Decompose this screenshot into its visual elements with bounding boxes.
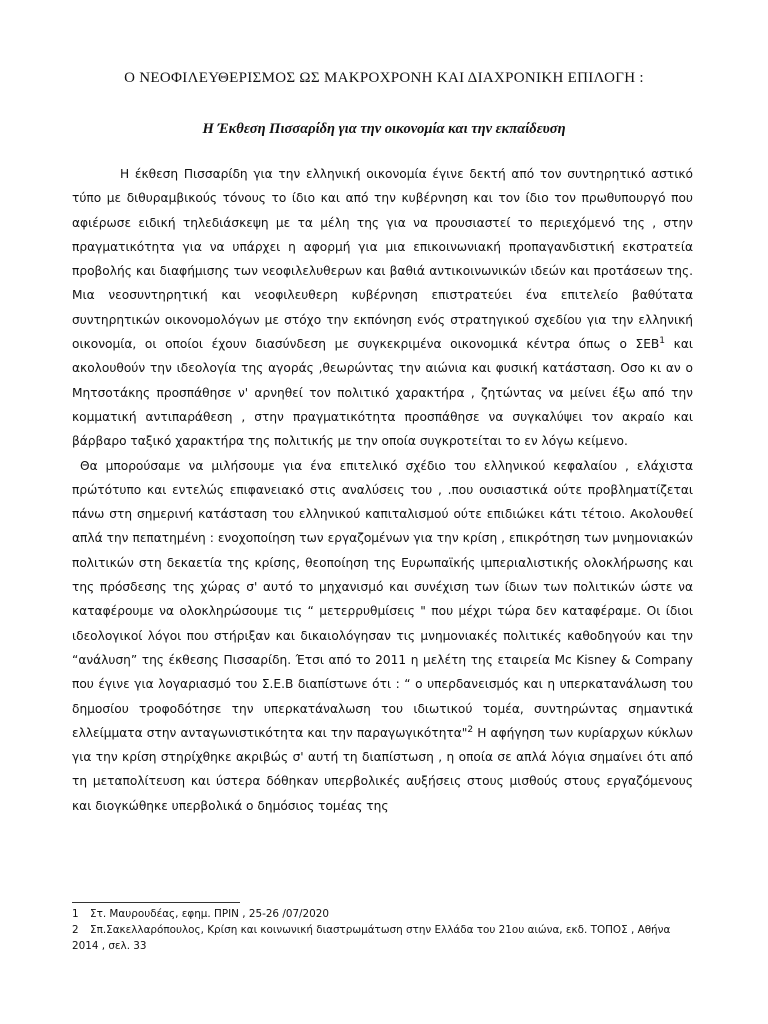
document-subtitle: Η Έκθεση Πισσαρίδη για την οικονομία και την εκπαίδευση xyxy=(202,121,566,137)
footnotes xyxy=(72,906,696,954)
footnote-ref-2: 2 xyxy=(467,724,474,735)
body-paragraph-1 xyxy=(72,162,693,454)
footnote-ref-1: 1 xyxy=(659,336,666,347)
paragraph-2-text-b: Η αφήγηση των κυρίαρχων κύκλων για την κρίση στηρίχθηκε ακριβώς σ' αυτή τη διαπίστωση , η οποία σε απλά λόγια σημαίνει ότι από τη μεταπολίτευση και ύστερα δόθηκαν υπερβολικές αυξήσεις στους μισθούς στους εργαζόμενους και διογκώθηκε υπερβολικά ο δημόσιος τομέας της xyxy=(72,725,693,813)
footnote-text: Στ. Μαυρουδέας, εφημ. ΠΡΙΝ , 25-26 /07/2020 xyxy=(90,908,330,920)
footnote-number: 1 xyxy=(72,908,79,920)
footnote-number: 2 xyxy=(72,924,79,936)
footnote-2 xyxy=(72,922,696,954)
paragraph-1-text-b: και ακολουθούν την ιδεολογία της αγοράς ,θεωρώντας την αιώνια και φυσική κατάσταση. Οσο κι αν ο Μητσοτάκης προσπάθησε ν' αρνηθεί τον πολιτικό χαρακτήρα , ζητώντας να μείνει έξω από την κομματική αντιπαράθεση , στην πραγματικότητα προσπάθησε να συγκαλύψει τον ακραίο και βάρβαρο ταξικό χαρακτήρα της πολιτικής με την οποία συγκροτείται το εν λόγω κείμενο. xyxy=(72,337,693,449)
document-title: Ο ΝΕΟΦΙΛΕΥΘΕΡΙΣΜΟΣ ΩΣ ΜΑΚΡΟΧΡΟΝΗ ΚΑΙ ΔΙΑΧΡΟΝΙΚΗ ΕΠΙΛΟΓΗ : xyxy=(124,70,644,86)
paragraph-1-text-a: Η έκθεση Πισσαρίδη για την ελληνική οικονομία έγινε δεκτή από τον συντηρητικό αστικό τύπο με διθυραμβικούς τόνους το ίδιο και από την κυβέρνηση και τον ίδιο τον πρωθυπουργό που αφιέρωσε ειδική τηλεδιάσκεψη με τα μέλη της για να προυσιαστεί το περιεχόμενό της , στην πραγματικότητα για να υπάρχει η αφορμή για μια επικοινωνιακή προπαγανδιστική εκστρατεία προβολής και διαφήμισης των νεοφιλελυθερων και βαθιά αντικοινωνικών ιδεών και προτάσεων της. Μια νεοσυντηρητική και νεοφιλευθερη κυβέρνηση επιστρατεύει ένα επιτελείο βαθύτατα συντηρητικών οικονομολόγων με στόχο την εκπόνηση ενός στρατηγικού σχεδίου για την ελληνική οικονομία, οι οποίοι έχουν διασύνδεση με συγκεκριμένα οικονομικά κέντρα όπως ο ΣΕΒ xyxy=(72,167,693,352)
body-paragraph-2 xyxy=(72,454,693,818)
footnote-1 xyxy=(72,906,696,922)
paragraph-2-text-a: Θα μπορούσαμε να μιλήσουμε για ένα επιτελικό σχέδιο του ελληνικού κεφαλαίου , ελάχιστα πρώτότυπο και εντελώς επιφανειακό στις αναλύσεις του , .που ουσιαστικά ούτε προβληματίζεται πάνω στη σημερινή κατάσταση του ελληνικού καπιταλισμού ούτε επιδιώκει κάτι τέτοιο. Ακολουθεί απλά την πεπατημένη : ενοχοποίηση των εργαζομένων για την κρίση , επικρότηση των μνημονιακών πολιτικών στη δεκαετία της κρίσης, θεοποίηση της Ευρωπαϊκής ιμπεριαλιστικής ολοκλήρωσης και της πρόσδεσης της χώρας σ' αυτό το μηχανισμό και συνέχιση των ίδιων των πολιτικών ώστε να καταφέρουμε να ολοκληρώσουμε τις “ μετερρυθμίσεις " που μέχρι τώρα δεν καταφέραμε. Οι ίδιοι ιδεολογικοί λόγοι που στήριξαν και δικαιολόγησαν τις μνημονιακές πολιτικές καθοδηγούν και την “ανάλυση” της έκθεσης Πισσαρίδη. Έτσι από το 2011 η μελέτη της εταιρεία Mc Kisney & Company που έγινε για λογαριασμό του Σ.Ε.Β διαπίστωνε ότι : “ ο υπερδανεισμός και η υπερκατανάλωση του δημοσίου τροφοδότησε την υπερκατάναλωση του ιδιωτικού τομέα, συντηρώντας σημαντικά ελλείμματα στην ανταγωνιστικότητα και την παραγωγικότητα" xyxy=(72,458,693,740)
footnote-text: Σπ.Σακελλαρόπουλος, Κρίση και κοινωνική διαστρωμάτωση στην Ελλάδα του 21ου αιώνα, εκδ. ΤΟΠΟΣ , Αθήνα 2014 , σελ. 33 xyxy=(72,924,671,952)
document-body xyxy=(72,162,693,818)
footnote-separator xyxy=(72,902,240,903)
